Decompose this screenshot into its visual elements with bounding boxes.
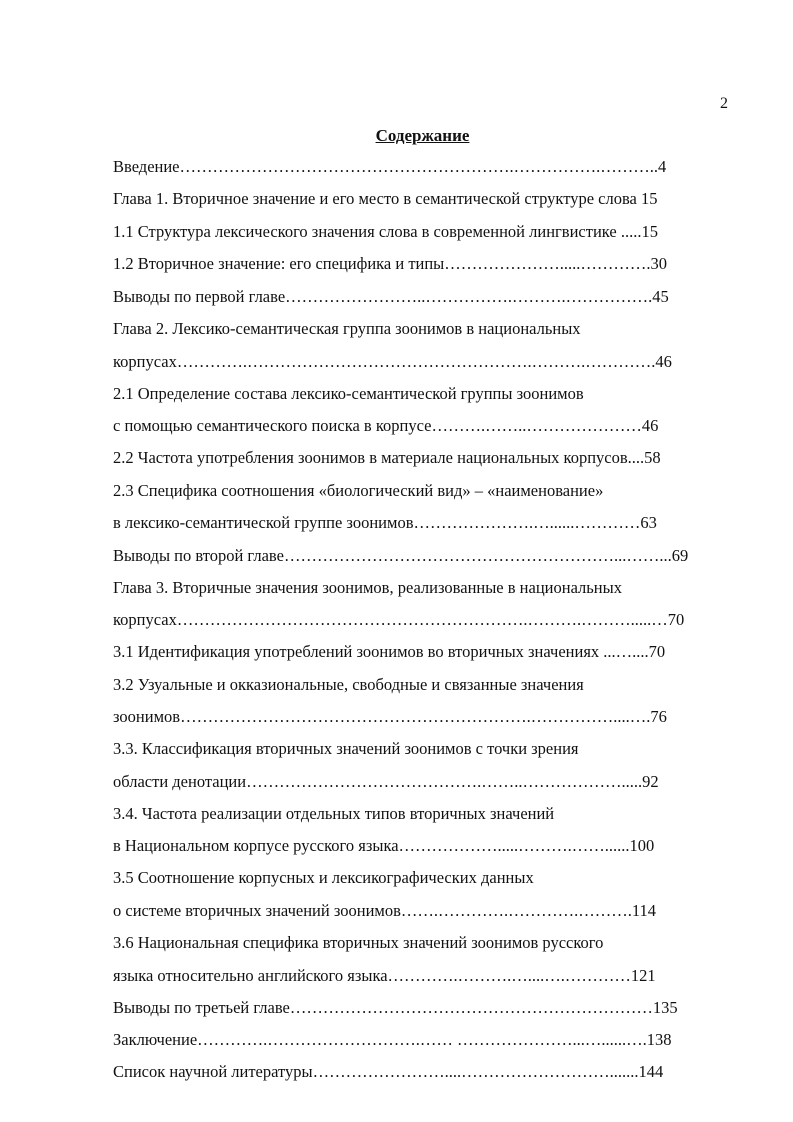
toc-line-section-2-2: 2.2 Частота употребления зоонимов в материале национальных корпусов....58 bbox=[113, 448, 661, 467]
page-number: 2 bbox=[720, 95, 728, 112]
toc-line-chapter-1: Глава 1. Вторичное значение и его место в семантической структуре слова 15 bbox=[113, 189, 658, 208]
toc-line-introduction: Введение…………………………………………………….…………….………..4 bbox=[113, 157, 667, 176]
toc-line-conclusions-1: Выводы по первой главе……………………..…………….……….…………….45 bbox=[113, 287, 669, 306]
toc-line-section-2-1: 2.1 Определение состава лексико-семантической группы зоонимов bbox=[113, 384, 584, 403]
toc-line-section-2-3: 2.3 Специфика соотношения «биологический вид» – «наименование» bbox=[113, 481, 604, 500]
toc-line-section-2-3-cont: в лексико-семантической группе зоонимов………………….…......…………63 bbox=[113, 513, 657, 532]
toc-line-section-3-6-cont: языка относительно английского языка………….……….…....….…………121 bbox=[113, 966, 656, 985]
toc-line-section-3-6: 3.6 Национальная специфика вторичных значений зоонимов русского bbox=[113, 933, 604, 952]
toc-line-section-1-1: 1.1 Структура лексического значения слова в современной лингвистике .....15 bbox=[113, 222, 658, 241]
toc-line-chapter-3-cont: корпусах……………………………………………………….……….……….....…70 bbox=[113, 610, 685, 629]
toc-line-section-1-2: 1.2 Вторичное значение: его специфика и типы………………….....………….30 bbox=[113, 254, 668, 273]
toc-line-section-2-1-cont: с помощью семантического поиска в корпусе……….……..…………………46 bbox=[113, 416, 659, 435]
toc-line-section-3-5: 3.5 Соотношение корпусных и лексикографических данных bbox=[113, 868, 534, 887]
toc-line-section-3-4: 3.4. Частота реализации отдельных типов вторичных значений bbox=[113, 804, 555, 823]
toc-line-bibliography: Список научной литературы……………………....……………………….......144 bbox=[113, 1062, 664, 1081]
toc-line-chapter-2-cont: корпусах………….…………………………………………….……….………….46 bbox=[113, 352, 672, 371]
toc-line-chapter-2: Глава 2. Лексико-семантическая группа зоонимов в национальных bbox=[113, 319, 581, 338]
toc-line-section-3-1: 3.1 Идентификация употреблений зоонимов во вторичных значениях ...…....70 bbox=[113, 642, 666, 661]
toc-line-conclusions-3: Выводы по третьей главе…………………………………………………………135 bbox=[113, 998, 678, 1017]
toc-line-chapter-3: Глава 3. Вторичные значения зоонимов, реализованные в национальных bbox=[113, 578, 622, 597]
toc-line-section-3-4-cont: в Национальном корпусе русского языка……………….....……….……......100 bbox=[113, 836, 655, 855]
toc-line-section-3-5-cont: о системе вторичных значений зоонимов…….………….………….……….114 bbox=[113, 901, 657, 920]
toc-line-conclusion: Заключение………….……………………….…… …………………...…......….138 bbox=[113, 1030, 672, 1049]
toc-line-section-3-2-cont: зоонимов……………………………………………………….……………....….76 bbox=[113, 707, 667, 726]
toc-line-section-3-2: 3.2 Узуальные и окказиональные, свободные и связанные значения bbox=[113, 675, 584, 694]
toc-line-section-3-3-cont: области денотации…………………………………….……..……………….....92 bbox=[113, 772, 659, 791]
toc-heading: Содержание bbox=[375, 126, 470, 145]
toc-line-section-3-3: 3.3. Классификация вторичных значений зоонимов с точки зрения bbox=[113, 739, 579, 758]
toc-line-conclusions-2: Выводы по второй главе……………………………………………………...……...69 bbox=[113, 546, 689, 565]
